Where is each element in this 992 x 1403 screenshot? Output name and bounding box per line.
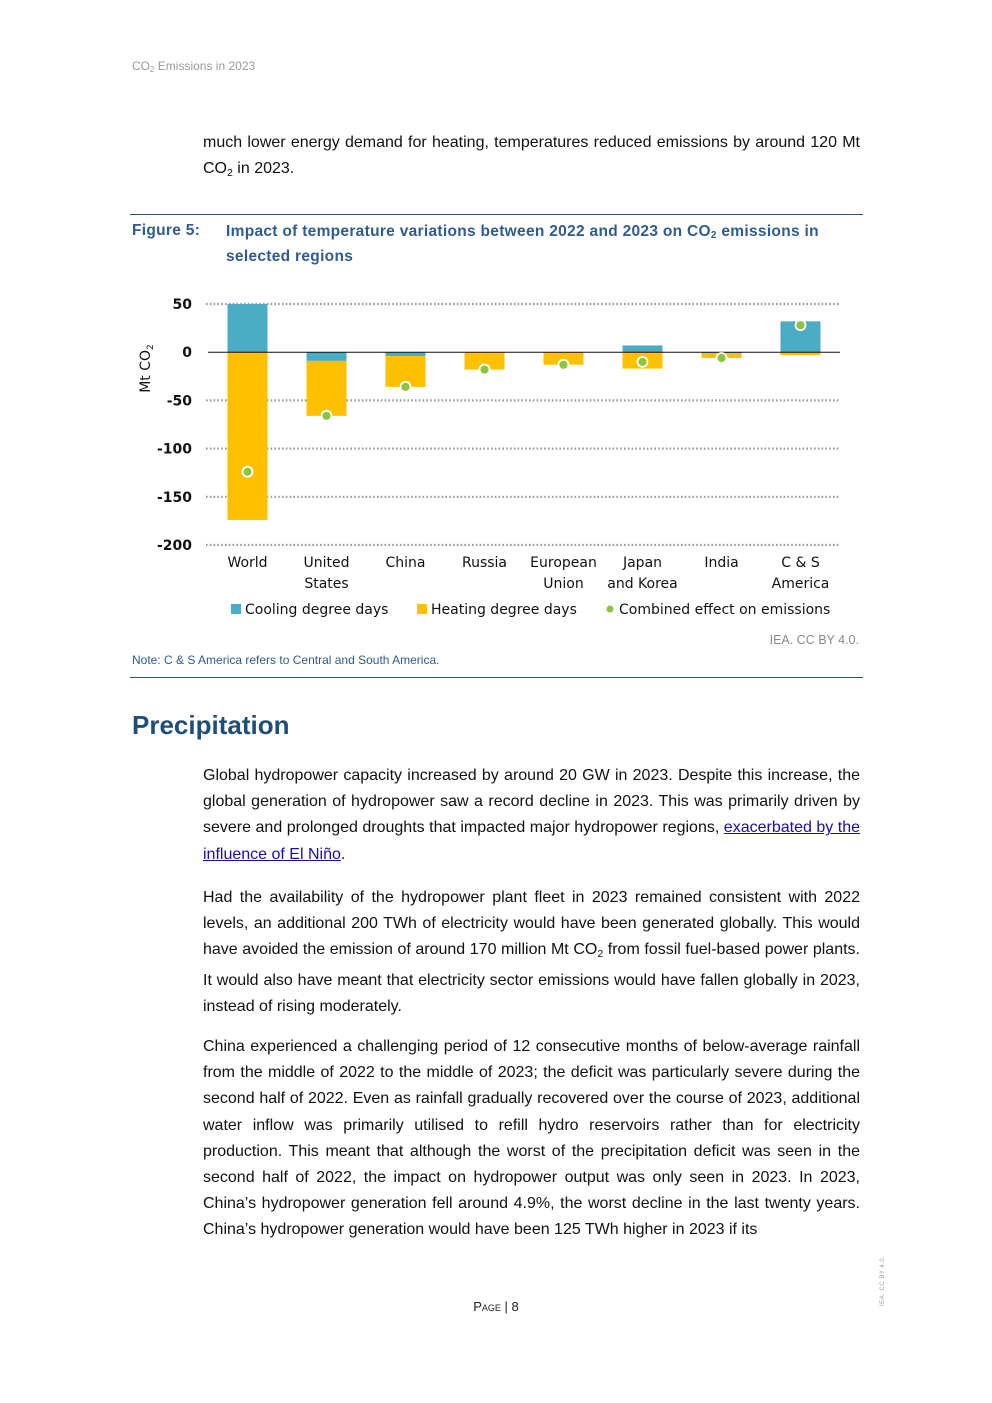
y-tick-label: -100 [156,441,192,458]
paragraph-hydropower-capacity: Global hydropower capacity increased by around 20 GW in 2023. Despite this increase, the global generation of hydropower saw a record decline in 2023. This was primarily driven by severe and prolonged droughts that impacted major hydropower regions, exacerbated by the influence of El Niño. [203,767,860,863]
legend-swatch [607,606,614,613]
figure-label: Figure 5: [132,222,201,239]
combined-effect-marker [322,411,332,421]
x-category-label: Russia [461,555,508,571]
legend-label: Combined effect on emissions [619,602,831,618]
figure-top-rule [130,214,863,215]
x-category-label: European Union [530,555,597,592]
bar-cooling [623,345,663,352]
legend-label: Heating degree days [431,602,577,618]
x-category-label: Japan and Korea [607,555,678,592]
legend-swatch [231,604,241,614]
figure-note: Note: C & S America refers to Central and South America. [132,653,440,667]
legend-label: Cooling degree days [245,602,389,618]
temperature-impact-chart [130,290,862,630]
paragraph-hydropower-availability: Had the availability of the hydropower plant fleet in 2023 remained consistent with 2022 levels, an additional 200 TWh of electricity would have been generated globally. This would have avoided the emission of around 170 million Mt $CO_2$ from fossil fuel-based power plants. It would also have meant that electricity sector emissions would have fallen globally in 2023, instead of rising moderately. [203,889,860,1015]
page-number: Page | 8 [473,1299,519,1314]
y-tick-label: -150 [156,489,192,506]
combined-effect-marker [717,353,727,363]
x-category-label: India [704,555,739,571]
y-tick-label: 50 [172,297,192,313]
chart-legend [231,602,830,618]
bar-cooling [386,352,426,356]
y-tick-label: -50 [166,393,192,410]
y-axis-title: Mt $CO_2$ [138,344,156,393]
combined-effect-marker [243,467,253,477]
combined-effect-marker [559,360,569,370]
combined-effect-marker [796,320,806,330]
bar-cooling [307,352,347,361]
figure-credit: IEA. CC BY 4.0. [769,633,859,647]
bar-heating [228,352,268,520]
section-heading: Precipitation [132,710,290,740]
y-tick-label: -200 [156,538,192,554]
bar-heating [307,361,347,416]
el-nino-link[interactable]: exacerbated by the influence of El Niño [203,819,860,863]
running-header: $CO_2$ Emissions in 2023 [132,59,256,74]
chart-gridlines [206,304,840,545]
figure-title: Impact of temperature variations between 2022 and 2023 on $CO_2$ emissions in selected regions [226,223,819,265]
chart-bars [228,304,821,520]
paragraph-china-rainfall: China experienced a challenging period of 12 consecutive months of below-average rainfall from the middle of 2022 to the middle of 2023; the deficit was particularly severe during the second half of 2022. Even as rainfall gradually recovered over the course of 2023, additional water inflow was primarily utilised to refill hydro reservoirs rather than for electricity production. This meant that although the worst of the precipitation deficit was seen in the second half of 2022, the impact on hydropower output was only seen in 2023. In 2023, China’s hydropower generation fell around 4.9%, the worst decline in the last twenty years. China’s hydropower generation would have been 125 TWh higher in 2023 if its [203,1038,860,1239]
x-category-label: United States [303,555,350,592]
side-license: IEA. CC BY 4.0. [880,1255,886,1306]
combined-effect-marker [401,382,411,392]
legend-swatch [417,604,427,614]
x-axis-labels [227,555,829,592]
x-category-label: C & S America [771,555,830,592]
figure-bottom-rule [130,677,863,678]
y-tick-label: 0 [182,345,192,362]
combined-effect-marker [480,365,490,375]
x-category-label: China [385,555,426,571]
x-category-label: World [227,555,268,571]
y-axis-ticks [157,297,192,554]
intro-paragraph: much lower energy demand for heating, temperatures reduced emissions by around 120 Mt $CO_2$ in 2023. [203,134,860,180]
combined-effect-marker [638,357,648,367]
bar-cooling [228,304,268,352]
